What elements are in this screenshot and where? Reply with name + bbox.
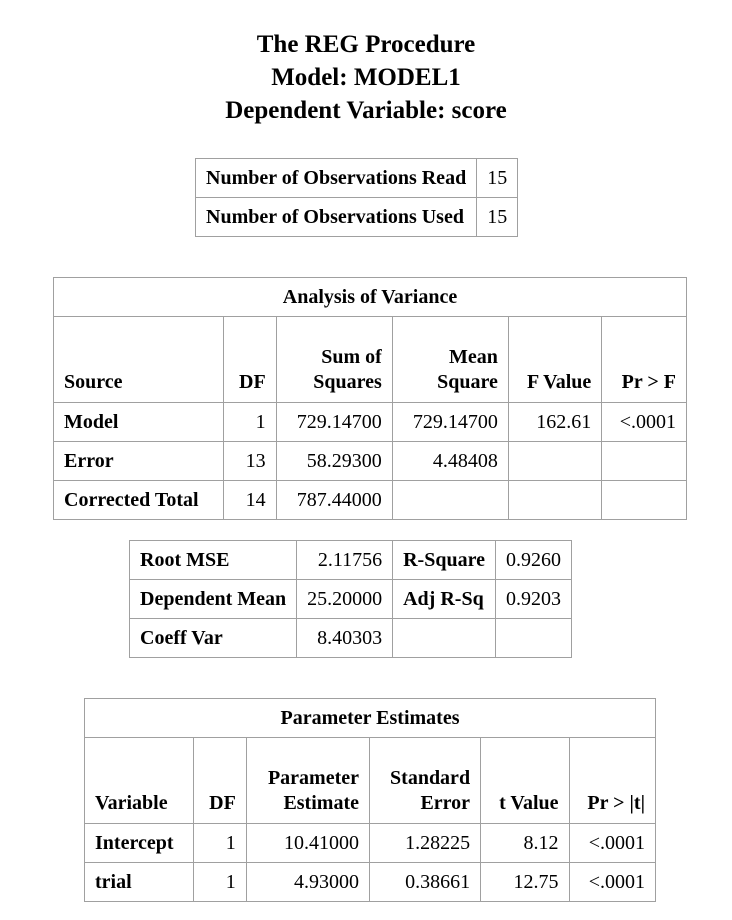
nobs-used-label: Number of Observations Used [196, 198, 477, 237]
col-header-df: DF [224, 317, 276, 403]
table-row [130, 619, 572, 658]
observations-table [195, 158, 518, 237]
p-cell [602, 481, 687, 520]
table-header-row [85, 738, 656, 824]
p-value-cell: <.0001 [569, 863, 655, 902]
source-cell: Model [54, 403, 224, 442]
table-row [54, 481, 687, 520]
table-row [54, 403, 687, 442]
col-header-df: DF [194, 738, 246, 824]
dependent-variable-title: Dependent Variable: score [225, 97, 507, 124]
table-row [85, 824, 656, 863]
parameter-estimates-table [84, 698, 656, 902]
header-line: Square [437, 371, 498, 393]
fit-value: 0.9203 [495, 580, 571, 619]
fit-label [393, 619, 496, 658]
table-header-row [54, 317, 687, 403]
table-caption-row [85, 699, 656, 738]
fit-value: 0.9260 [495, 541, 571, 580]
df-cell: 14 [224, 481, 276, 520]
ss-cell: 729.14700 [276, 403, 392, 442]
anova-table [53, 277, 687, 520]
df-cell: 1 [224, 403, 276, 442]
estimate-cell: 4.93000 [246, 863, 369, 902]
table-row [85, 863, 656, 902]
fit-value [495, 619, 571, 658]
col-header-pr-f: Pr > F [602, 317, 687, 403]
t-value-cell: 12.75 [481, 863, 569, 902]
header-line: Parameter [267, 767, 359, 789]
table-row [196, 198, 518, 237]
fit-label: Adj R-Sq [393, 580, 496, 619]
f-cell: 162.61 [508, 403, 601, 442]
col-header-mean-square [392, 317, 508, 403]
ss-cell: 787.44000 [276, 481, 392, 520]
p-value-cell: <.0001 [569, 824, 655, 863]
estimate-cell: 10.41000 [246, 824, 369, 863]
col-header-f-value: F Value [508, 317, 601, 403]
header-line: Sum of [321, 346, 382, 368]
table-row [54, 442, 687, 481]
table-row [196, 159, 518, 198]
ms-cell: 4.48408 [392, 442, 508, 481]
fit-label: Dependent Mean [130, 580, 297, 619]
ms-cell: 729.14700 [392, 403, 508, 442]
nobs-read-value: 15 [477, 159, 518, 198]
header-line: Estimate [283, 792, 359, 814]
fit-label: R-Square [393, 541, 496, 580]
variable-cell: trial [85, 863, 194, 902]
variable-cell: Intercept [85, 824, 194, 863]
col-header-standard-error [369, 738, 480, 824]
fit-value: 2.11756 [297, 541, 393, 580]
fit-label: Root MSE [130, 541, 297, 580]
fit-value: 25.20000 [297, 580, 393, 619]
col-header-parameter-estimate [246, 738, 369, 824]
header-line: Error [420, 792, 471, 814]
table-caption-row [54, 278, 687, 317]
standard-error-cell: 0.38661 [369, 863, 480, 902]
fit-statistics-table [129, 540, 572, 658]
col-header-pr-t: Pr > |t| [569, 738, 655, 824]
report-titles [0, 28, 732, 127]
t-value-cell: 8.12 [481, 824, 569, 863]
df-cell: 1 [194, 863, 246, 902]
col-header-sum-of-squares [276, 317, 392, 403]
model-title: Model: MODEL1 [271, 64, 461, 91]
anova-caption: Analysis of Variance [54, 278, 687, 317]
ss-cell: 58.29300 [276, 442, 392, 481]
table-row [130, 580, 572, 619]
df-cell: 13 [224, 442, 276, 481]
header-line: Squares [313, 371, 382, 393]
source-cell: Corrected Total [54, 481, 224, 520]
p-cell [602, 442, 687, 481]
header-line: Mean [449, 346, 498, 368]
standard-error-cell: 1.28225 [369, 824, 480, 863]
parameter-estimates-caption: Parameter Estimates [85, 699, 656, 738]
table-row [130, 541, 572, 580]
procedure-title: The REG Procedure [256, 31, 476, 58]
f-cell [508, 481, 601, 520]
df-cell: 1 [194, 824, 246, 863]
f-cell [508, 442, 601, 481]
p-cell: <.0001 [602, 403, 687, 442]
col-header-source: Source [54, 317, 224, 403]
nobs-read-label: Number of Observations Read [196, 159, 477, 198]
header-line: Standard [390, 767, 471, 789]
source-cell: Error [54, 442, 224, 481]
col-header-t-value: t Value [481, 738, 569, 824]
fit-label: Coeff Var [130, 619, 297, 658]
fit-value: 8.40303 [297, 619, 393, 658]
nobs-used-value: 15 [477, 198, 518, 237]
ms-cell [392, 481, 508, 520]
col-header-variable: Variable [85, 738, 194, 824]
